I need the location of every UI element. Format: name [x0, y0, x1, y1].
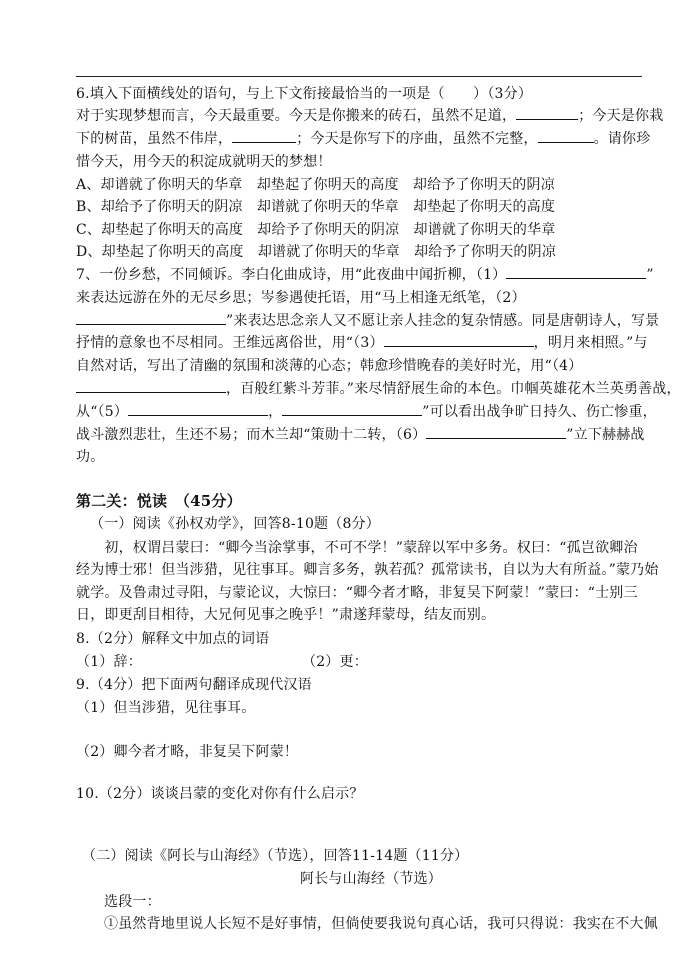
q7-text: ，明月来相照。”与 — [533, 335, 648, 351]
q7-line-7 — [76, 401, 657, 423]
q6-text: 对于实现梦想而言，今天最重要。今天是你搬来的砖石，虽然不足道， — [76, 108, 517, 124]
excerpt-label: 选段一： — [104, 894, 161, 910]
passage-line-1: 初，权谓吕蒙曰：“卿今当涂掌事，不可不学！”蒙辞以军中多务。权曰：“孤岂欲卿治 — [76, 540, 638, 556]
q7-text: ，百般红紫斗芳菲。”来尽情舒展生命的本色。巾帼英雄花木兰英勇善战， — [226, 381, 681, 397]
q9-item-2: （2）卿今者才略，非复吴下阿蒙！ — [76, 744, 299, 760]
passage-line-4: 日，即更刮目相待，大兄何见事之晚乎！”肃遂拜蒙母，结友而别。 — [76, 607, 496, 623]
passage-line-3: 就学。及鲁肃过寻阳，与蒙论议，大惊曰：“卿今者才略，非复吴下阿蒙！”蒙曰：“士别三 — [76, 585, 638, 601]
q7-line-9: 功。 — [76, 449, 105, 465]
blank — [538, 128, 594, 143]
blank — [76, 378, 226, 393]
q8-item-2: （2）更： — [302, 654, 368, 670]
part2-title: （二）阅读《阿长与山海经》（节选），回答11-14题（11分） — [82, 848, 469, 864]
q6-text: 下的树苗，虽然不伟岸， — [76, 131, 233, 147]
blank — [76, 310, 226, 325]
excerpt-line-1: ①虽然背地里说人长短不是好事情，但倘使要我说句真心话，我可只得说：我实在不大佩 — [104, 916, 658, 932]
q6-line-1 — [76, 105, 663, 127]
blank — [128, 401, 268, 416]
q7-line-2: 来表达远游在外的无尽乡思；岑参遇使托语，用“马上相逢无纸笔，（2） — [76, 290, 526, 306]
q6-text: 。请你珍 — [593, 131, 651, 147]
q9-item-1: （1）但当涉猎，见往事耳。 — [76, 700, 256, 716]
blank — [516, 105, 578, 120]
part1-title: （一）阅读《孙权劝学》，回答8-10题（8分） — [90, 516, 380, 532]
q7-text: 7、一份乡愁，不同倾诉。李白化曲成诗，用“此夜曲中闻折柳，（1） — [76, 267, 507, 283]
q7-line-3 — [76, 310, 659, 332]
q6-line-2 — [76, 128, 650, 150]
q7-line-5: 自然对话，写出了清幽的氛围和淡薄的心态；韩愈珍惜晚春的美好时光，用“（4） — [76, 358, 583, 374]
blank — [282, 401, 422, 416]
top-rule — [76, 76, 642, 77]
q8-item-1: （1）辞： — [76, 654, 142, 670]
section-title: 第二关：悦读 （45分） — [76, 492, 242, 510]
q6-option-c: C、却垫起了你明天的高度 却给予了你明天的阴凉 却谱就了你明天的华章 — [76, 222, 556, 238]
q7-text: ， — [268, 404, 283, 420]
q7-text: 战斗激烈悲壮，生还不易；而木兰却“策勋十二转，（6） — [76, 427, 427, 443]
q6-text: ；今天是你写下的序曲，虽然不完整， — [296, 131, 538, 147]
q7-text: 从“（5） — [76, 404, 129, 420]
q10-stem: 10.（2分）谈谈吕蒙的变化对你有什么启示？ — [76, 786, 364, 802]
blank — [232, 128, 296, 143]
blank — [506, 264, 646, 279]
q6-text: ；今天是你栽 — [578, 108, 664, 124]
q6-stem: 6.填入下面横线处的语句，与上下文衔接最恰当的一项是（ ）（3分） — [76, 86, 533, 102]
q7-line-8 — [76, 424, 645, 446]
q9-stem: 9.（4分）把下面两句翻译成现代汉语 — [76, 677, 312, 693]
passage-line-2: 经为博士邪！但当涉猎，见往事耳。卿言多务，孰若孤？孤常读书，自以为大有所益。”蒙乃始 — [76, 562, 659, 578]
q6-line-3: 惜今天，用今天的积淀成就明天的梦想！ — [76, 154, 332, 170]
q7-text: ”来表达思念亲人又不愿让亲人挂念的复杂情感。同是唐朝诗人，写景 — [226, 313, 660, 329]
q7-text: ”可以看出战争旷日持久、伤亡惨重， — [422, 404, 657, 420]
blank — [426, 424, 566, 439]
q7-line-1 — [76, 264, 654, 286]
q7-text: ”立下赫赫战 — [566, 427, 645, 443]
q6-option-d: D、却垫起了你明天的高度 却谱就了你明天的华章 却给予了你明天的阴凉 — [76, 244, 557, 260]
q7-line-4 — [76, 332, 648, 354]
q6-option-b: B、却给予了你明天的阴凉 却谱就了你明天的华章 却垫起了你明天的高度 — [76, 199, 556, 215]
q8-stem: 8.（2分）解释文中加点的词语 — [76, 631, 270, 647]
q7-line-6 — [76, 378, 681, 400]
q7-text: 抒情的意象也不尽相同。王维远离俗世，用“（3） — [76, 335, 384, 351]
blank — [384, 332, 534, 347]
part2-heading: 阿长与山海经（节选） — [300, 871, 442, 887]
q6-option-a: A、却谱就了你明天的华章 却垫起了你明天的高度 却给予了你明天的阴凉 — [76, 177, 555, 193]
q7-text: ” — [646, 267, 654, 283]
